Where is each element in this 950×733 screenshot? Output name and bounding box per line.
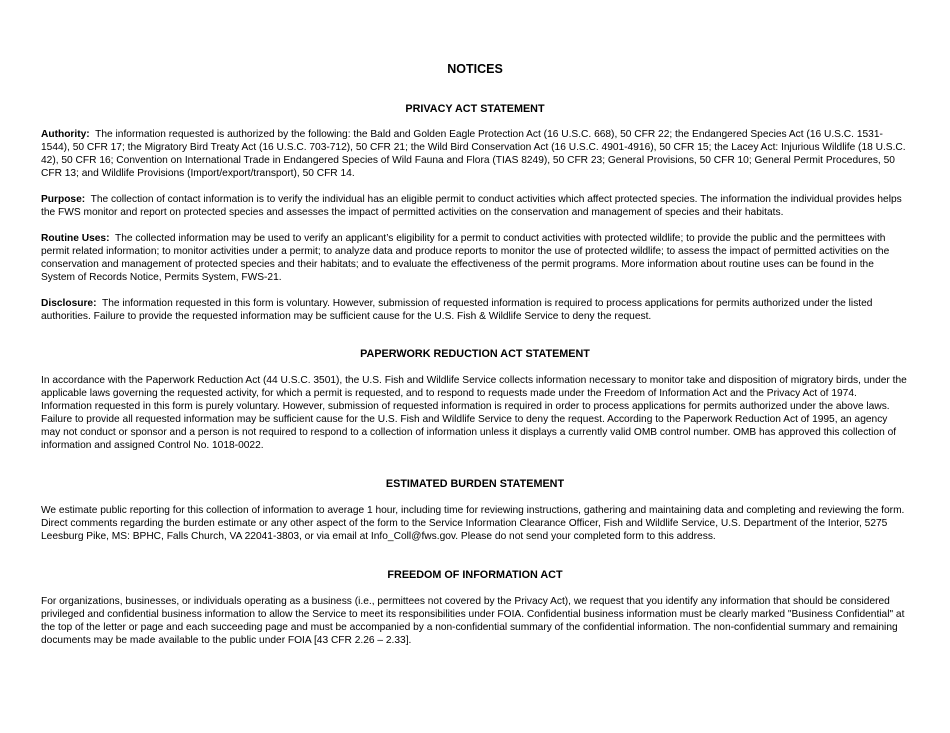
authority-paragraph: [41, 128, 909, 180]
purpose-label: Purpose:: [41, 194, 86, 205]
disclosure-label: Disclosure:: [41, 298, 97, 309]
purpose-text: The collection of contact information is to verify the individual has an eligible permit to conduct activities which affect protected species. The information the individual provides helps the FWS monitor and report on protected species and assesses the impact of permitted activities on the conservation and management of species and their habitats.: [41, 194, 902, 218]
foia-paragraph: For organizations, businesses, or individuals operating as a business (i.e., permittees not covered by the Privacy Act), we request that you identify any information that should be considered privileged and confidential business information to allow the Service to meet its responsibilities under FOIA. Confidential business information must be clearly marked "Business Confidential" at the top of the letter or page and each succeeding page and must be accompanied by a non-confidential summary of the confidential information. The non-confidential summary and remaining documents may be made available to the public under FOIA [43 CFR 2.26 – 2.33].: [41, 596, 905, 646]
disclosure-text: The information requested in this form is voluntary. However, submission of requested information is required to process applications for permits authorized under the listed authorities. Failure to provide the requested information may be sufficient cause for the U.S. Fish & Wildlife Service to deny the request.: [41, 298, 873, 322]
burden-statement-heading: ESTIMATED BURDEN STATEMENT: [385, 478, 565, 490]
burden-statement-paragraph: We estimate public reporting for this collection of information to average 1 hour, including time for reviewing instructions, gathering and maintaining data and completing and reviewing the form. Direct comments regarding the burden estimate or any other aspect of the form to the Service Information Clearance Officer, Fish and Wildlife Service, U.S. Department of the Interior, 5275 Leesburg Pike, MS: BPHC, Falls Church, VA 22041-3803, or via email at Info_Coll@fws.gov. Please do not send your completed form to this address.: [41, 505, 905, 542]
privacy-act-heading: PRIVACY ACT STATEMENT: [405, 103, 545, 115]
foia-heading: FREEDOM OF INFORMATION ACT: [387, 569, 563, 581]
authority-label: Authority:: [41, 129, 90, 140]
authority-text: The information requested is authorized by the following: the Bald and Golden Eagle Protection Act (16 U.S.C. 668), 50 CFR 22; the Endangered Species Act (16 U.S.C. 1531-1544), 50 CFR 17; the Migratory Bird Treaty Act (16 U.S.C. 703-712), 50 CFR 21; the Wild Bird Conservation Act (16 U.S.C. 4901-4916), 50 CFR 15; the Lacey Act: Injurious Wildlife (18 U.S.C. 42), 50 CFR 16; Convention on International Trade in Endangered Species of Wild Fauna and Flora (TIAS 8249), 50 CFR 23; General Provisions, 50 CFR 10; General Permit Procedures, 50 CFR 13; and Wildlife Provisions (Import/export/transport), 50 CFR 14.: [41, 129, 906, 179]
paperwork-reduction-heading: PAPERWORK REDUCTION ACT STATEMENT: [360, 348, 590, 360]
routine-uses-label: Routine Uses:: [41, 233, 110, 244]
purpose-paragraph: [41, 193, 909, 219]
routine-uses-paragraph: [41, 232, 909, 284]
disclosure-paragraph: [41, 297, 909, 323]
paperwork-reduction-paragraph: In accordance with the Paperwork Reduction Act (44 U.S.C. 3501), the U.S. Fish and Wildlife Service collects information necessary to monitor take and disposition of migratory birds, under the applicable laws governing the requested activity, for which a permit is requested, and to respond to requests made under the Freedom of Information Act and the Privacy Act of 1974. Information requested in this form is purely voluntary. However, submission of requested information is required in order to process applications for permits authorized under the above laws. Failure to provide all requested information may be sufficient cause for the U.S. Fish and Wildlife Service to deny the request. According to the Paperwork Reduction Act of 1995, an agency may not conduct or sponsor and a person is not required to respond to a collection of information unless it displays a currently valid OMB control number. OMB has approved this collection of information and assigned Control No. 1018-0022.: [41, 375, 907, 451]
routine-uses-text: The collected information may be used to verify an applicant’s eligibility for a permit to conduct activities with protected wildlife; to provide the public and the permittees with permit related information; to monitor activities under a permit; to analyze data and produce reports to monitor the use of protected wildlife; to assess the impact of permitted activities on the conservation and management of protected species and their habitats; and to evaluate the effectiveness of the permit programs. More information about routine uses can be found in the System of Records Notice, Permits System, FWS-21.: [41, 233, 890, 283]
page-title: NOTICES: [447, 62, 503, 76]
